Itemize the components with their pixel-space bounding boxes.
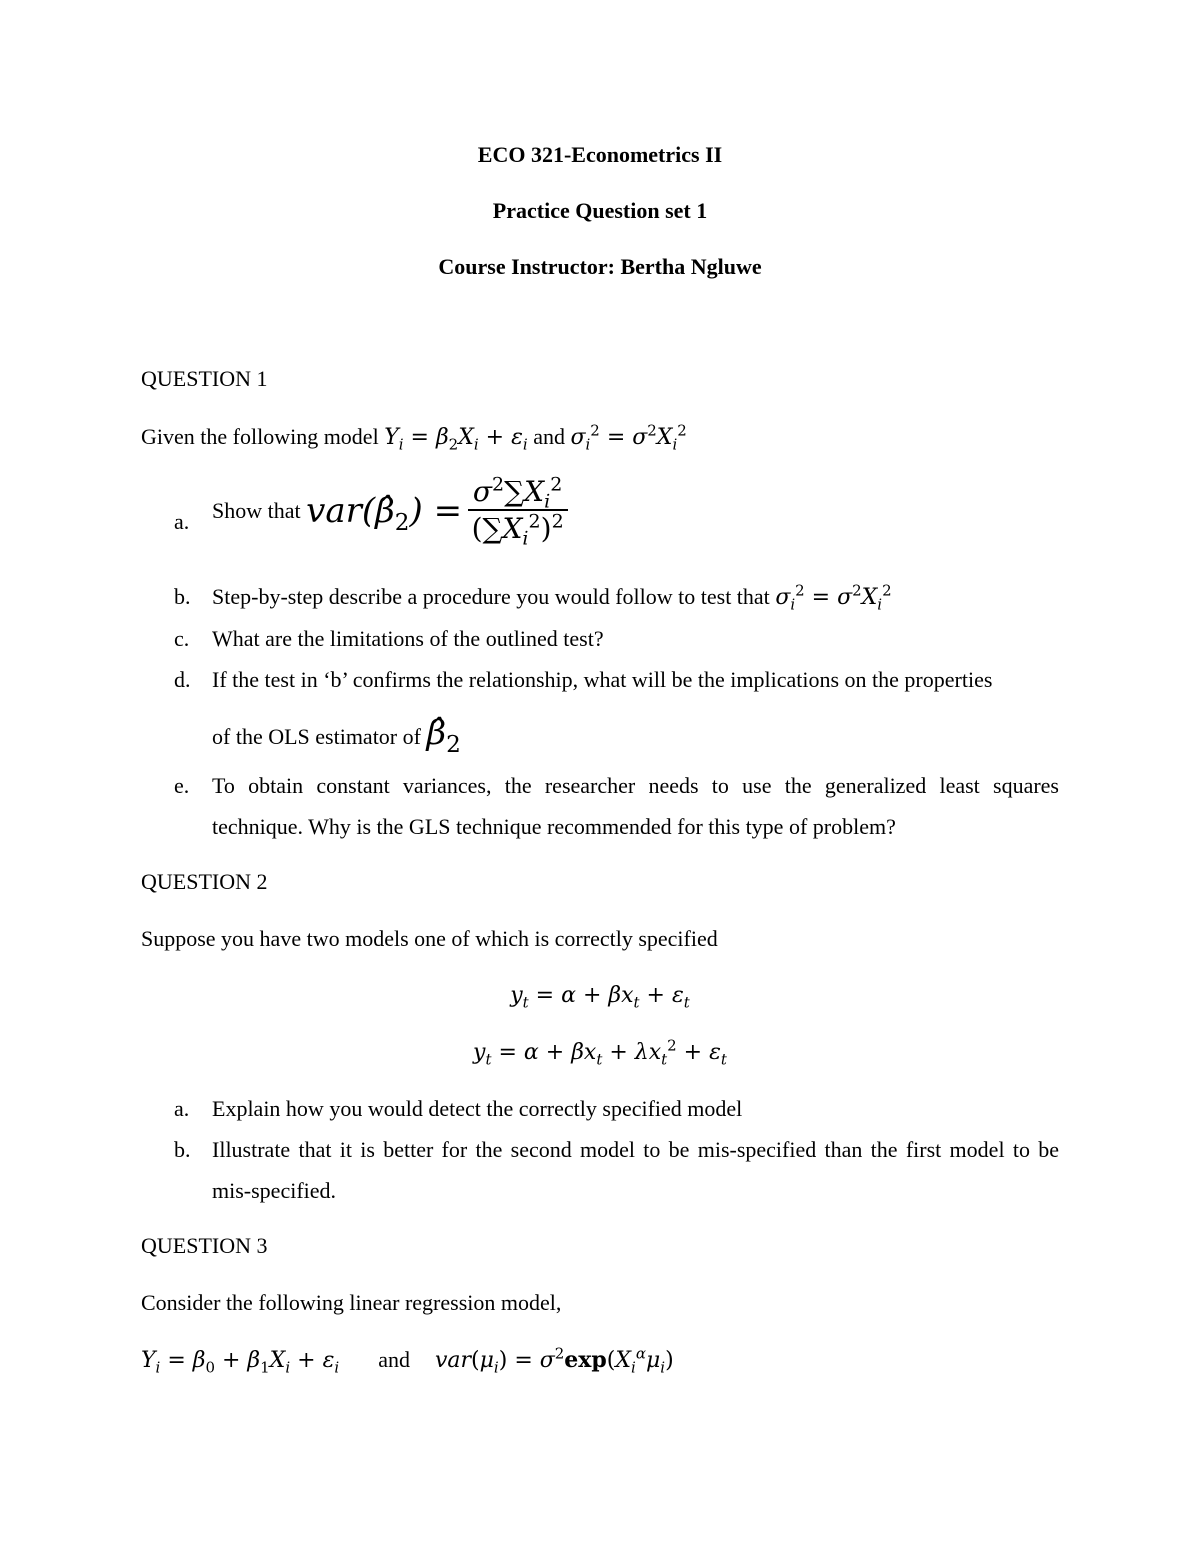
q1-b-marker: b. bbox=[174, 584, 191, 609]
q1-and-text: and bbox=[533, 424, 565, 449]
q1-d-text-line2: of the OLS estimator of bbox=[212, 724, 421, 749]
q1-c-text: What are the limitations of the outlined test? bbox=[212, 626, 604, 651]
question-3-heading: QUESTION 3 bbox=[141, 1233, 268, 1258]
q2-b-text-line2: mis-specified. bbox=[212, 1178, 337, 1203]
q1-e-marker: e. bbox=[174, 773, 190, 798]
question-1-intro bbox=[141, 421, 687, 454]
question-2-heading: QUESTION 2 bbox=[141, 869, 268, 894]
q3-regression-equation: $Y_i = \beta_0 + \beta_1X_i + \varepsilon_i$ bbox=[141, 1348, 340, 1377]
q1-b-item bbox=[212, 581, 892, 614]
fraction-denominator: $(\sum X_i^2)^2$ bbox=[471, 510, 564, 550]
question-3-intro: Consider the following linear regression model, bbox=[141, 1290, 562, 1315]
question-2-intro: Suppose you have two models one of which is correctly specified bbox=[141, 926, 718, 951]
q1-b-text: Step-by-step describe a procedure you would follow to test that bbox=[212, 584, 770, 609]
fraction-numerator: $\sigma^2\sum X_i^2$ bbox=[468, 478, 568, 511]
q1-e-text-line1: To obtain constant variances, the researcher needs to use the generalized least squares bbox=[212, 773, 1059, 798]
beta2-hat-symbol: $\betâ_2$ bbox=[426, 713, 461, 758]
question-3-model bbox=[141, 1344, 674, 1377]
q2-a-text: Explain how you would detect the correctly specified model bbox=[212, 1096, 743, 1121]
q1-intro-text: Given the following model bbox=[141, 424, 379, 449]
q1-b-equation: $\sigma_i^2 = \sigma^2X_i^2$ bbox=[775, 581, 892, 614]
variance-fraction bbox=[468, 473, 568, 550]
q1-d-marker: d. bbox=[174, 667, 191, 692]
q1-a-text: Show that bbox=[212, 497, 301, 523]
q3-and-text: and bbox=[378, 1347, 410, 1372]
q1-e-text-line2: technique. Why is the GLS technique recommended for this type of problem? bbox=[212, 814, 896, 839]
q2-b-marker: b. bbox=[174, 1137, 191, 1162]
q1-d-item-line2 bbox=[212, 713, 461, 758]
q2-b-text-line1: Illustrate that it is better for the second model to be mis-specified than the first model to be bbox=[212, 1137, 1059, 1162]
q1-model-equation: $Y_i = \beta_2X_i + \varepsilon_i$ bbox=[384, 425, 528, 454]
question-1-heading: QUESTION 1 bbox=[141, 366, 268, 391]
instructor-line: Course Instructor: Bertha Ngluwe bbox=[438, 254, 762, 279]
q1-c-marker: c. bbox=[174, 626, 190, 651]
set-title: Practice Question set 1 bbox=[492, 198, 708, 223]
model-1-equation: $y_t = \alpha + \beta x_t + \varepsilon_t$ bbox=[510, 983, 690, 1012]
q1-variance-equation: $\sigma_i^2 = \sigma^2X_i^2$ bbox=[570, 421, 687, 454]
var-beta-hat-expression: $var(\betâ_2)$ = bbox=[306, 490, 463, 536]
q1-a-marker: a. bbox=[174, 509, 190, 534]
q1-d-text-line1: If the test in ‘b’ confirms the relationship, what will be the implications on the properties bbox=[212, 667, 993, 692]
model-2-equation: $y_t = \alpha + \beta x_t + \lambda x_t^2 + \varepsilon_t$ bbox=[473, 1036, 727, 1069]
course-title: ECO 321-Econometrics II bbox=[477, 142, 723, 167]
q1-a-item bbox=[212, 473, 568, 550]
q3-variance-equation: $var(\mu_i) = \sigma^2\exp(X_i^\alpha\mu_i)$ bbox=[434, 1344, 674, 1377]
q2-a-marker: a. bbox=[174, 1096, 190, 1121]
